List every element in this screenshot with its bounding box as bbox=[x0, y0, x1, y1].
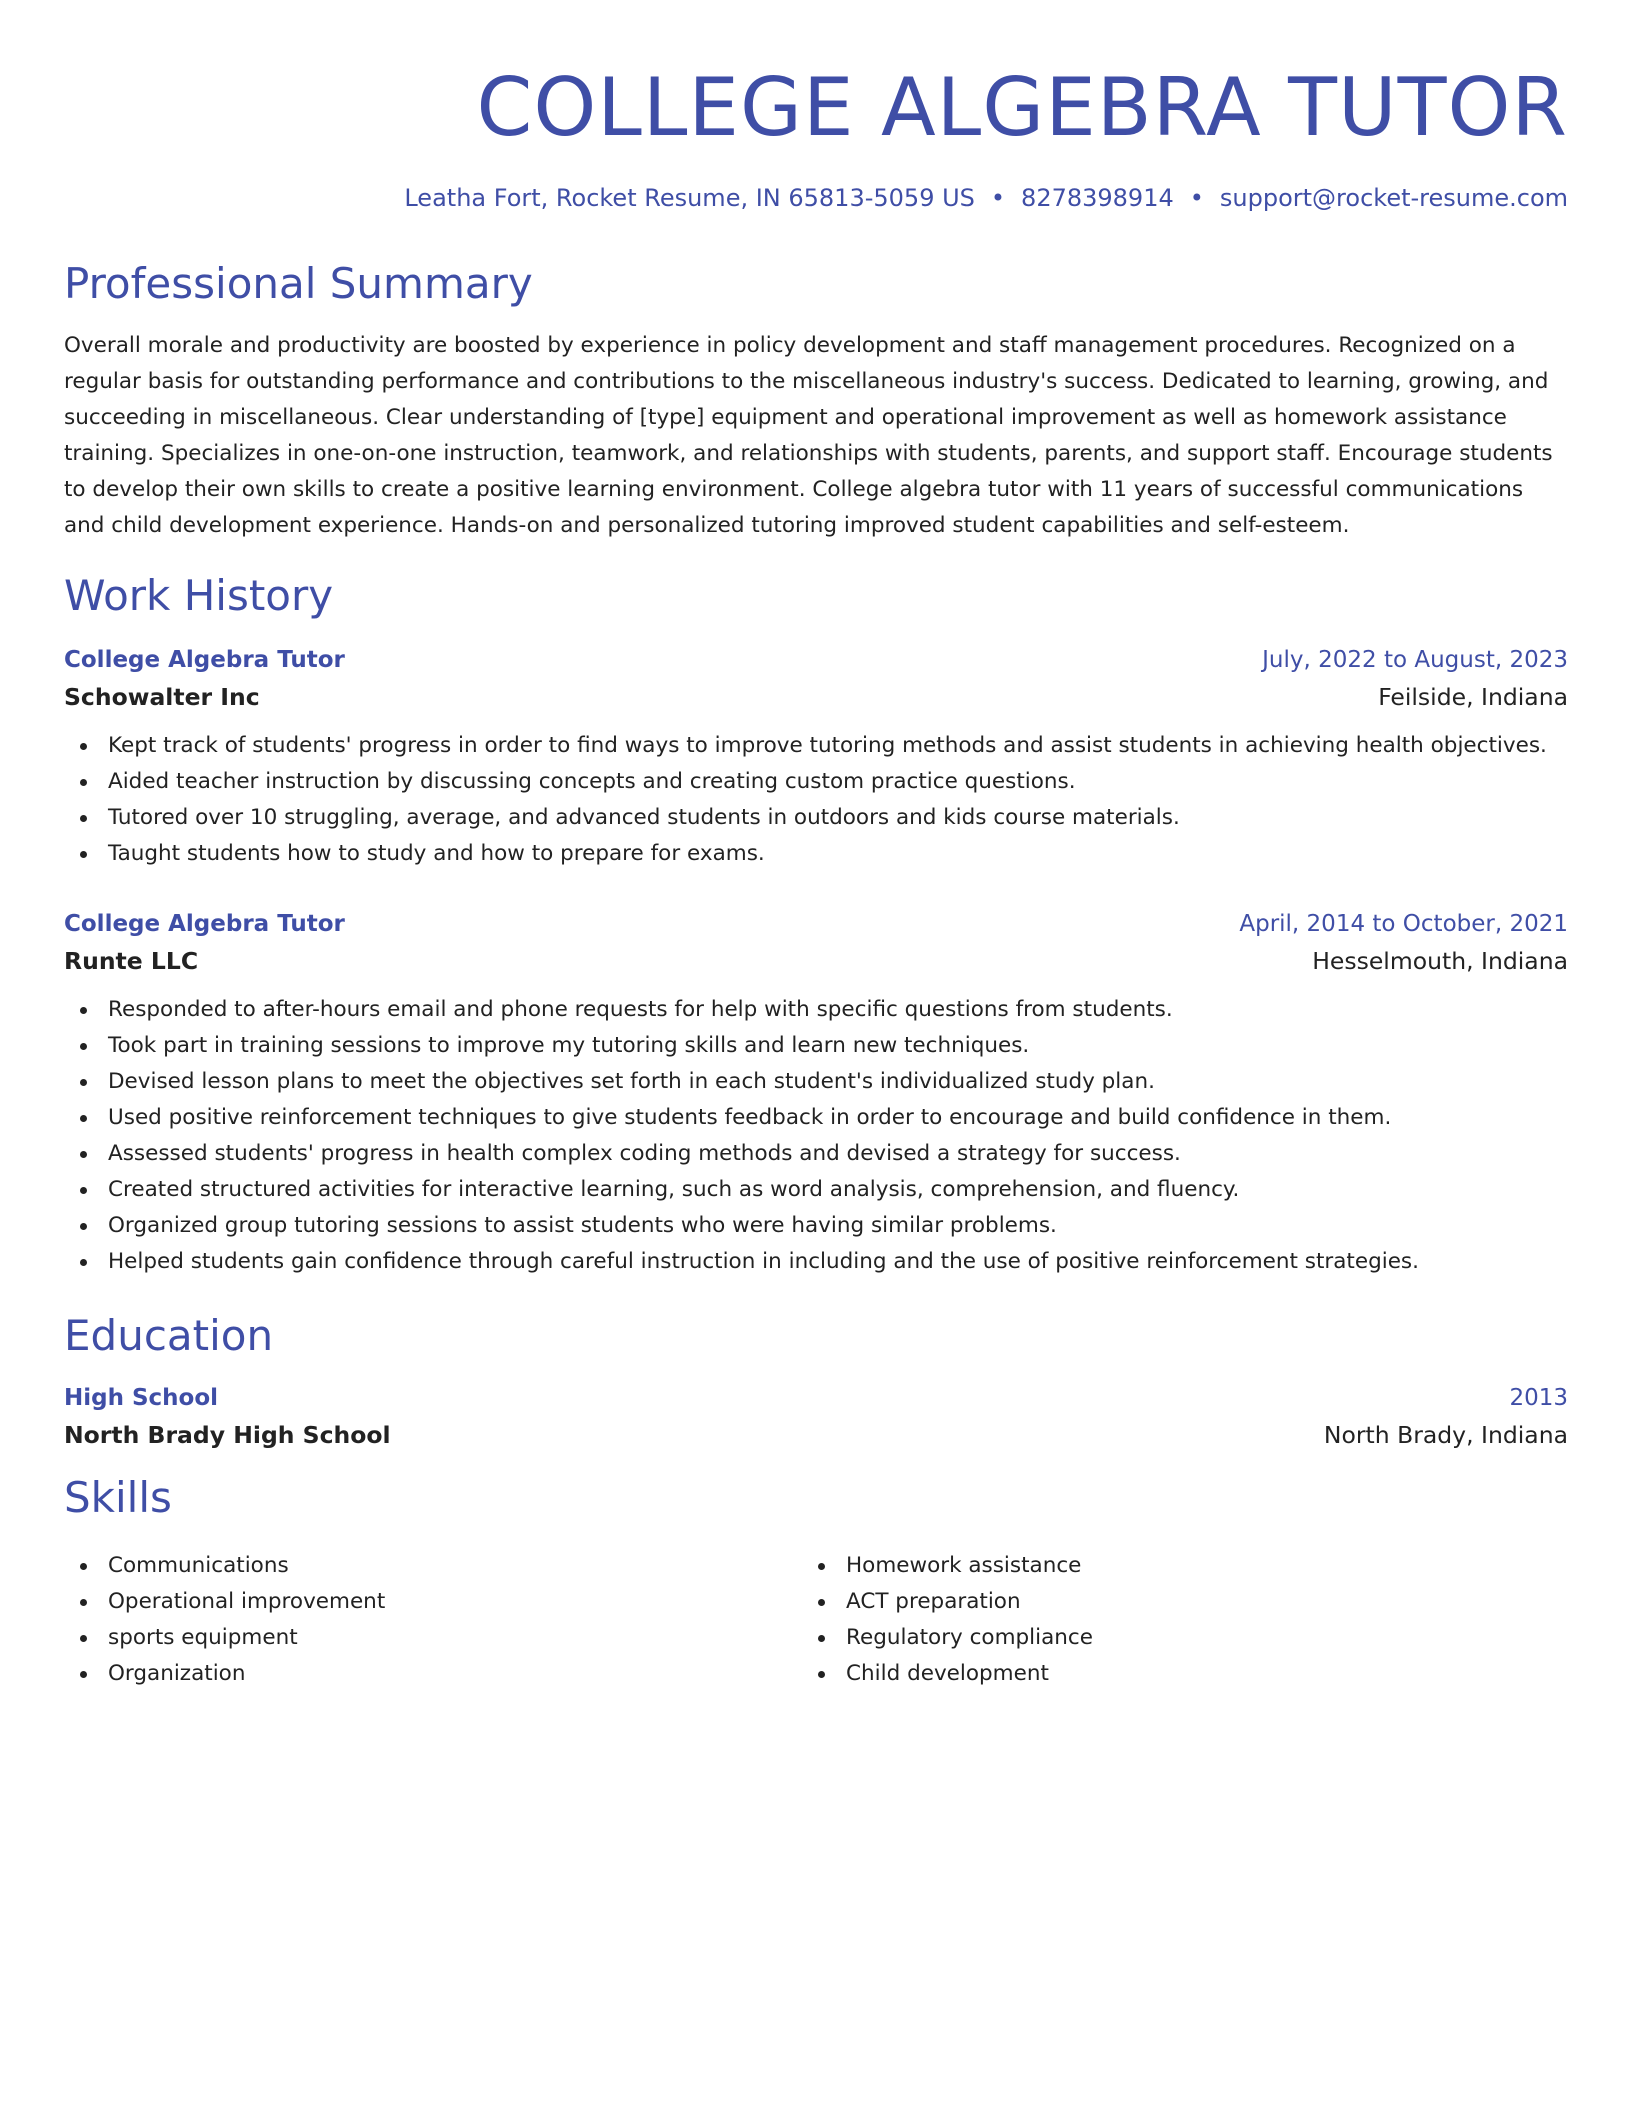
job-dates: July, 2022 to August, 2023 bbox=[1262, 647, 1568, 673]
education-year: 2013 bbox=[1509, 1385, 1568, 1411]
education-degree: High School bbox=[64, 1385, 219, 1411]
section-title-skills: Skills bbox=[64, 1473, 172, 1522]
job-bullet: Taught students how to study and how to prepare for exams. bbox=[64, 836, 1568, 872]
skill-item: ACT preparation bbox=[802, 1584, 1540, 1620]
contact-email[interactable]: support@rocket-resume.com bbox=[1219, 184, 1568, 212]
resume-title: COLLEGE ALGEBRA TUTOR bbox=[476, 61, 1568, 154]
job-dates: April, 2014 to October, 2021 bbox=[1239, 911, 1568, 937]
job-bullet: Created structured activities for interactive learning, such as word analysis, comprehension, and fluency. bbox=[64, 1172, 1568, 1208]
job-company: Schowalter Inc bbox=[64, 683, 260, 711]
section-title-summary: Professional Summary bbox=[64, 259, 533, 308]
education-location: North Brady, Indiana bbox=[1323, 1421, 1568, 1449]
job-bullet: Used positive reinforcement techniques to give students feedback in order to encourage and build confidence in them. bbox=[64, 1100, 1568, 1136]
job-bullet: Aided teacher instruction by discussing concepts and creating custom practice questions. bbox=[64, 764, 1568, 800]
job-bullet: Took part in training sessions to improve my tutoring skills and learn new techniques. bbox=[64, 1028, 1568, 1064]
skills-list bbox=[802, 1548, 1540, 1692]
job-bullet: Responded to after-hours email and phone requests for help with specific questions from students. bbox=[64, 992, 1568, 1028]
skills-column-right bbox=[802, 1536, 1540, 1692]
skill-item: Operational improvement bbox=[64, 1584, 802, 1620]
skills-column-left bbox=[64, 1536, 802, 1692]
skill-item: Organization bbox=[64, 1656, 802, 1692]
education-header-row bbox=[64, 1380, 1568, 1416]
skills-list bbox=[64, 1548, 802, 1692]
contact-separator: • bbox=[990, 184, 1006, 212]
education-school: North Brady High School bbox=[64, 1421, 391, 1449]
job-header-row bbox=[64, 906, 1568, 942]
contact-line bbox=[64, 180, 1568, 216]
job-bullet: Assessed students' progress in health complex coding methods and devised a strategy for success. bbox=[64, 1136, 1568, 1172]
job-entry bbox=[64, 642, 1568, 872]
job-bullet: Organized group tutoring sessions to assist students who were having similar problems. bbox=[64, 1208, 1568, 1244]
contact-phone[interactable]: 8278398914 bbox=[1021, 184, 1174, 212]
job-bullet: Tutored over 10 struggling, average, and advanced students in outdoors and kids course materials. bbox=[64, 800, 1568, 836]
education-entry bbox=[64, 1380, 1568, 1454]
job-location: Feilside, Indiana bbox=[1378, 683, 1568, 711]
skill-item: Homework assistance bbox=[802, 1548, 1540, 1584]
skill-item: Communications bbox=[64, 1548, 802, 1584]
job-company: Runte LLC bbox=[64, 947, 199, 975]
job-entry bbox=[64, 906, 1568, 1280]
contact-address: Leatha Fort, Rocket Resume, IN 65813-5059 US bbox=[404, 184, 975, 212]
summary-text: Overall morale and productivity are boosted by experience in policy development and staff management procedures. Recognized on a regular basis for outstanding performance and contributions to the miscellaneous industry's success. Dedicated to learning, growing, and succeeding in miscellaneous. Clear understanding of [type] equipment and operational improvement as well as homework assistance training. Specializes in one-on-one instruction, teamwork, and relationships with students, parents, and support staff. Encourage students to develop their own skills to create a positive learning environment. College algebra tutor with 11 years of successful communications and child development experience. Hands-on and personalized tutoring improved student capabilities and self-esteem. bbox=[64, 333, 1553, 538]
skill-item: sports equipment bbox=[64, 1620, 802, 1656]
job-role: College Algebra Tutor bbox=[64, 647, 345, 673]
job-header-row bbox=[64, 642, 1568, 678]
job-location: Hesselmouth, Indiana bbox=[1312, 947, 1568, 975]
skill-item: Child development bbox=[802, 1656, 1540, 1692]
section-title-work-history: Work History bbox=[64, 571, 334, 620]
section-title-education: Education bbox=[64, 1311, 274, 1360]
job-bullet: Devised lesson plans to meet the objectives set forth in each student's individualized study plan. bbox=[64, 1064, 1568, 1100]
job-company-row bbox=[64, 942, 1568, 980]
contact-separator: • bbox=[1189, 184, 1204, 212]
skill-item: Regulatory compliance bbox=[802, 1620, 1540, 1656]
job-bullets bbox=[64, 992, 1568, 1280]
job-company-row bbox=[64, 678, 1568, 716]
job-bullet: Kept track of students' progress in order to find ways to improve tutoring methods and assist students in achieving health objectives. bbox=[64, 728, 1568, 764]
education-school-row bbox=[64, 1416, 1568, 1454]
job-bullets bbox=[64, 728, 1568, 872]
job-bullet: Helped students gain confidence through careful instruction in including and the use of positive reinforcement strategies. bbox=[64, 1244, 1568, 1280]
job-role: College Algebra Tutor bbox=[64, 911, 345, 937]
skills-grid bbox=[64, 1536, 1568, 1692]
